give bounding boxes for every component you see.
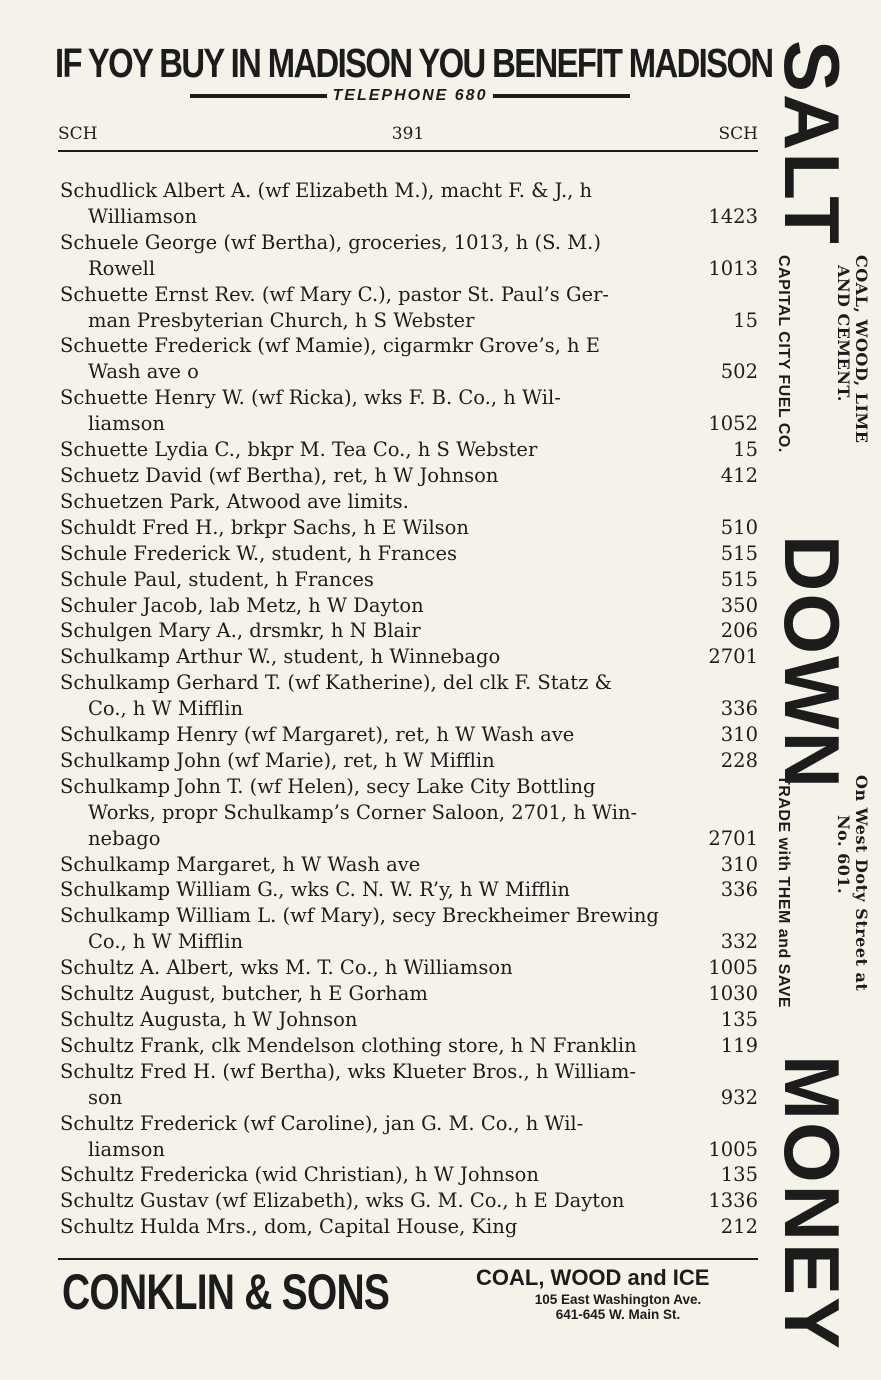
entry-house-number: 212 [720,1215,758,1239]
entry-text: Schultz Frederick (wf Caroline), jan G. M. Co., h Wil- [60,1111,584,1135]
entry-first-line [60,515,758,541]
entry-continuation-line [60,1085,758,1111]
entry-text: Schuldt Fred H., brkpr Sachs, h E Wilson [60,515,469,539]
entry-continuation-line [60,826,758,852]
entry-text: nebago [88,826,161,850]
directory-entry [60,333,758,385]
directory-entry [60,1188,758,1214]
entry-first-line [60,748,758,774]
side-ad-west-doty: On West Doty Street at [852,775,871,992]
directory-entry [60,593,758,619]
entry-continuation-line [60,411,758,437]
running-header [58,120,758,146]
directory-entry [60,852,758,878]
footer-ad-address-2: 641-645 W. Main St. [555,1307,681,1322]
directory-entry [60,1007,758,1033]
entry-first-line [60,670,758,696]
entry-house-number: 206 [720,619,758,643]
entry-first-line [60,178,758,204]
entry-first-line [60,722,758,748]
entry-text: Schuetz David (wf Bertha), ret, h W Johnson [60,463,499,487]
directory-entry [60,567,758,593]
entry-house-number: 515 [720,541,758,565]
directory-entry [60,437,758,463]
telephone-label: TELEPHONE 680 [332,87,488,104]
entry-text: Schulkamp John (wf Marie), ret, h W Mifflin [60,748,495,772]
entry-text: Schultz Hulda Mrs., dom, Capital House, King [60,1215,518,1239]
telephone-row [190,86,630,106]
side-ad-fuel-co: CAPITAL CITY FUEL CO. [775,255,792,453]
entry-text: Schultz Fredericka (wid Christian), h W Johnson [60,1163,539,1187]
directory-entry [60,463,758,489]
entry-first-line [60,282,758,308]
entry-first-line [60,1007,758,1033]
entry-first-line [60,852,758,878]
entry-first-line [60,541,758,567]
entry-house-number: 350 [720,593,758,617]
entry-house-number: 1052 [708,412,758,436]
entry-text: Schultz A. Albert, wks M. T. Co., h Williamson [60,956,513,980]
footer-ad-address [470,1292,766,1322]
entry-house-number: 502 [720,360,758,384]
entry-text: liamson [88,1137,165,1161]
entry-house-number: 1005 [708,1137,758,1161]
directory-entries [60,178,758,1240]
entry-continuation-line [60,308,758,334]
entry-text: Schulgen Mary A., drsmkr, h N Blair [60,619,421,643]
page-number: 391 [391,124,425,144]
entry-house-number: 228 [720,748,758,772]
entry-first-line [60,1214,758,1240]
entry-house-number: 1013 [708,256,758,280]
side-ad-trade: TRADE with THEM and SAVE [775,775,792,1009]
directory-entry [60,618,758,644]
directory-entry [60,981,758,1007]
entry-first-line [60,903,758,929]
entry-continuation-line [60,929,758,955]
entry-first-line [60,567,758,593]
entry-house-number: 310 [720,723,758,747]
directory-entry [60,955,758,981]
entry-text: Schuette Frederick (wf Mamie), cigarmkr Grove’s, h E [60,334,601,358]
directory-entry [60,385,758,437]
entry-text: Schulkamp John T. (wf Helen), secy Lake City Bottling [60,774,596,798]
directory-entry [60,748,758,774]
entry-text: Schuetzen Park, Atwood ave limits. [60,489,409,513]
entry-continuation-line [60,359,758,385]
directory-entry [60,1162,758,1188]
entry-first-line [60,877,758,903]
telephone-rule-right [493,94,630,98]
directory-entry [60,1033,758,1059]
entry-text: Schulkamp Margaret, h W Wash ave [60,852,421,876]
entry-continuation-line [60,696,758,722]
side-ad-and-cement: AND CEMENT. [834,265,853,402]
entry-house-number: 15 [733,438,758,462]
directory-entry [60,1214,758,1240]
entry-text: Schulkamp Henry (wf Margaret), ret, h W Wash ave [60,723,575,747]
entry-house-number: 336 [720,697,758,721]
entry-continuation-line [60,800,758,826]
entry-text: Schultz Frank, clk Mendelson clothing store, h N Franklin [60,1033,637,1057]
footer-divider [58,1258,758,1260]
entry-text: Schuette Henry W. (wf Ricka), wks F. B. Co., h Wil- [60,386,561,410]
entry-first-line [60,774,758,800]
entry-text: Co., h W Mifflin [88,930,244,954]
entry-text: Schuette Ernst Rev. (wf Mary C.), pastor St. Paul’s Ger- [60,282,609,306]
side-ad-salt: SALT [768,40,856,246]
entry-text: Schule Frederick W., student, h Frances [60,541,457,565]
side-ad-number: No. 601. [834,815,853,895]
entry-house-number: 310 [720,852,758,876]
entry-text: Schuette Lydia C., bkpr M. Tea Co., h S Webster [60,438,538,462]
entry-first-line [60,1111,758,1137]
entry-house-number: 2701 [708,645,758,669]
entry-text: Schulkamp William G., wks C. N. W. R’y, h W Mifflin [60,878,570,902]
entry-first-line [60,981,758,1007]
directory-entry [60,722,758,748]
entry-house-number: 1005 [708,956,758,980]
entry-first-line [60,955,758,981]
entry-text: liamson [88,412,165,436]
directory-entry [60,489,758,515]
entry-text: Schuler Jacob, lab Metz, h W Dayton [60,593,424,617]
directory-entry [60,774,758,852]
entry-text: Schulkamp Gerhard T. (wf Katherine), del clk F. Statz & [60,671,612,695]
entry-text: Schultz Augusta, h W Johnson [60,1008,358,1031]
entry-house-number: 515 [720,567,758,591]
entry-house-number: 412 [720,463,758,487]
entry-continuation-line [60,1137,758,1163]
header-divider [58,150,758,152]
entry-first-line [60,618,758,644]
entry-house-number: 510 [720,515,758,539]
top-banner-headline: IF YOY BUY IN MADISON YOU BENEFIT MADISON [55,40,773,86]
directory-entry [60,230,758,282]
entry-text: Schultz Fred H. (wf Bertha), wks Klueter Bros., h William- [60,1059,636,1083]
entry-first-line [60,1162,758,1188]
directory-entry [60,515,758,541]
entry-house-number: 332 [720,930,758,954]
directory-entry [60,541,758,567]
directory-entry [60,178,758,230]
entry-first-line [60,1059,758,1085]
side-ad-coal-wood-lime: COAL, WOOD, LIME [852,255,871,444]
entry-first-line [60,1033,758,1059]
directory-entry [60,1111,758,1163]
entry-house-number: 932 [720,1085,758,1109]
entry-first-line [60,593,758,619]
entry-text: Schulkamp Arthur W., student, h Winnebago [60,645,501,669]
entry-first-line [60,463,758,489]
directory-entry [60,282,758,334]
entry-first-line [60,437,758,463]
entry-house-number: 135 [720,1008,758,1031]
directory-entry [60,877,758,903]
entry-text: man Presbyterian Church, h S Webster [88,308,475,332]
entry-first-line [60,644,758,670]
entry-text: Co., h W Mifflin [88,697,244,721]
entry-first-line [60,230,758,256]
entry-first-line [60,489,758,515]
entry-text: Schulkamp William L. (wf Mary), secy Breckheimer Brewing [60,904,659,928]
entry-first-line [60,333,758,359]
entry-house-number: 1423 [708,204,758,228]
directory-entry [60,1059,758,1111]
footer-ad-address-1: 105 East Washington Ave. [534,1292,702,1307]
entry-house-number: 119 [720,1033,758,1057]
header-right-guide: SCH [718,124,758,144]
side-ad-money: MONEY [768,1055,856,1352]
directory-entry [60,670,758,722]
entry-continuation-line [60,256,758,282]
entry-house-number: 336 [720,878,758,902]
entry-text: son [88,1085,123,1109]
entry-house-number: 2701 [708,826,758,850]
entry-house-number: 15 [733,308,758,332]
entry-text: Works, propr Schulkamp’s Corner Saloon, 2701, h Win- [88,800,638,824]
entry-text: Rowell [88,256,156,280]
directory-entry [60,903,758,955]
header-left-guide: SCH [58,124,98,144]
entry-first-line [60,385,758,411]
entry-continuation-line [60,204,758,230]
entry-text: Schultz August, butcher, h E Gorham [60,982,428,1006]
entry-text: Wash ave o [88,360,199,384]
entry-text: Schudlick Albert A. (wf Elizabeth M.), macht F. & J., h [60,179,593,202]
entry-house-number: 1030 [708,982,758,1006]
entry-text: Schultz Gustav (wf Elizabeth), wks G. M. Co., h E Dayton [60,1189,625,1213]
directory-entry [60,644,758,670]
side-advertisement [768,40,871,1352]
entry-text: Schuele George (wf Bertha), groceries, 1013, h (S. M.) [60,230,601,254]
telephone-rule-left [190,94,327,98]
entry-house-number: 1336 [708,1189,758,1213]
footer-ad-products: COAL, WOOD and ICE [476,1265,710,1290]
entry-first-line [60,1188,758,1214]
entry-text: Schule Paul, student, h Frances [60,567,374,591]
entry-house-number: 135 [720,1163,758,1187]
side-ad-down: DOWN [768,535,856,790]
entry-text: Williamson [88,204,198,228]
footer-ad-company: CONKLIN & SONS [62,1264,390,1320]
